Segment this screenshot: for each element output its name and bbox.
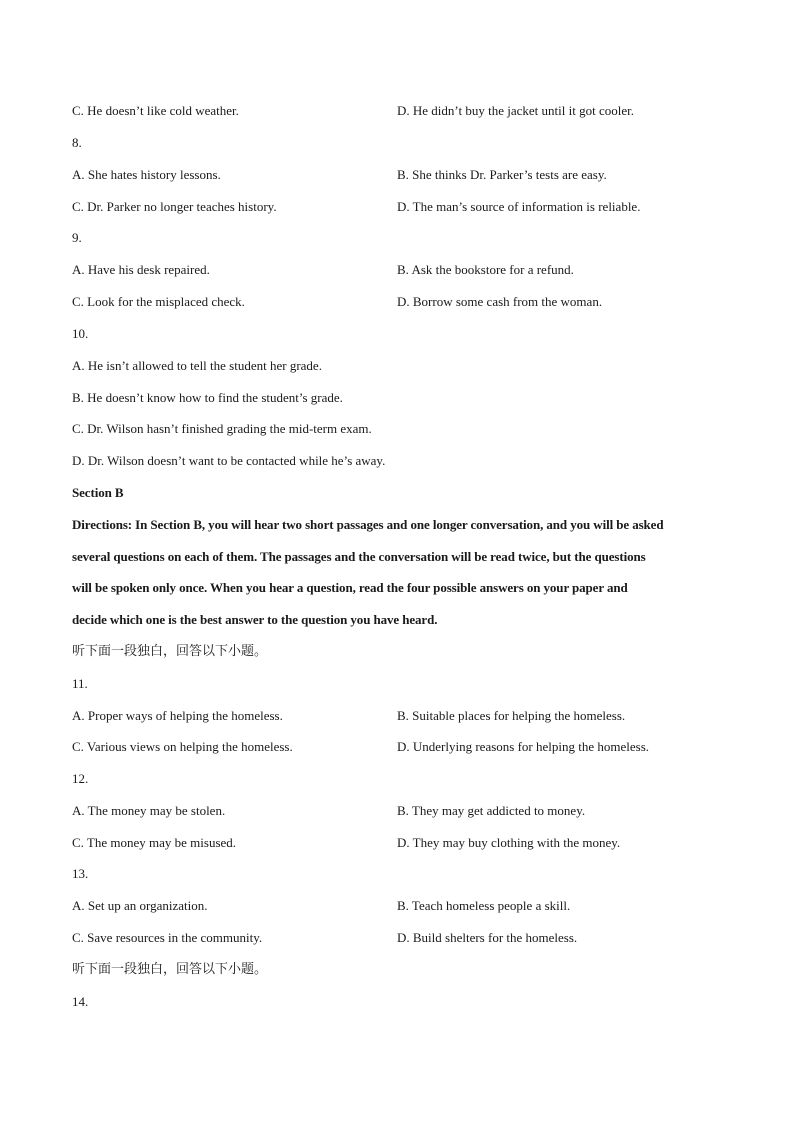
q10-option-c: C. Dr. Wilson hasn’t finished grading the mid-term exam. [72,421,372,436]
q13-option-d: D. Build shelters for the homeless. [397,930,578,945]
q9-option-a: A. Have his desk repaired. [72,262,210,277]
q14-number: 14. [72,994,89,1009]
q11-option-c: C. Various views on helping the homeless. [72,739,293,754]
q9-option-d: D. Borrow some cash from the woman. [397,294,603,309]
q7-option-c: C. He doesn’t like cold weather. [72,103,239,118]
directions-line-3: will be spoken only once. When you hear a question, read the four possible answers on your paper and [72,580,628,595]
q9-option-c: C. Look for the misplaced check. [72,294,245,309]
q12-option-a: A. The money may be stolen. [72,803,226,818]
q13-option-c: C. Save resources in the community. [72,930,263,945]
q13-number: 13. [72,866,89,881]
q10-option-d: D. Dr. Wilson doesn’t want to be contacted while he’s away. [72,453,386,468]
directions-line-1: Directions: In Section B, you will hear two short passages and one longer conversation, and you will be asked [72,517,664,532]
q8-option-b: B. She thinks Dr. Parker’s tests are easy. [397,167,607,182]
section-b-title: Section B [72,485,124,500]
q10-option-b: B. He doesn’t know how to find the student’s grade. [72,390,343,405]
listening-instruction: 听下面一段独白，回答以下小题。 [72,644,268,659]
q12-number: 12. [72,771,89,786]
q8-option-d: D. The man’s source of information is reliable. [397,199,641,214]
q12-option-c: C. The money may be misused. [72,835,237,850]
q7-option-d: D. He didn’t buy the jacket until it got cooler. [397,103,634,118]
q13-option-b: B. Teach homeless people a skill. [397,898,571,913]
q13-option-a: A. Set up an organization. [72,898,208,913]
directions-line-4: decide which one is the best answer to the question you have heard. [72,612,438,627]
q8-number: 8. [72,135,82,150]
directions-line-2: several questions on each of them. The passages and the conversation will be read twice, but the questions [72,549,646,564]
q12-option-b: B. They may get addicted to money. [397,803,586,818]
q9-number: 9. [72,230,82,245]
q8-option-c: C. Dr. Parker no longer teaches history. [72,199,277,214]
q11-number: 11. [72,676,88,691]
q9-option-b: B. Ask the bookstore for a refund. [397,262,574,277]
listening-instruction: 听下面一段独白，回答以下小题。 [72,962,268,977]
q10-number: 10. [72,326,89,341]
q11-option-d: D. Underlying reasons for helping the homeless. [397,739,650,754]
q10-option-a: A. He isn’t allowed to tell the student her grade. [72,358,322,373]
q11-option-a: A. Proper ways of helping the homeless. [72,708,283,723]
q12-option-d: D. They may buy clothing with the money. [397,835,621,850]
q11-option-b: B. Suitable places for helping the homeless. [397,708,626,723]
q8-option-a: A. She hates history lessons. [72,167,221,182]
